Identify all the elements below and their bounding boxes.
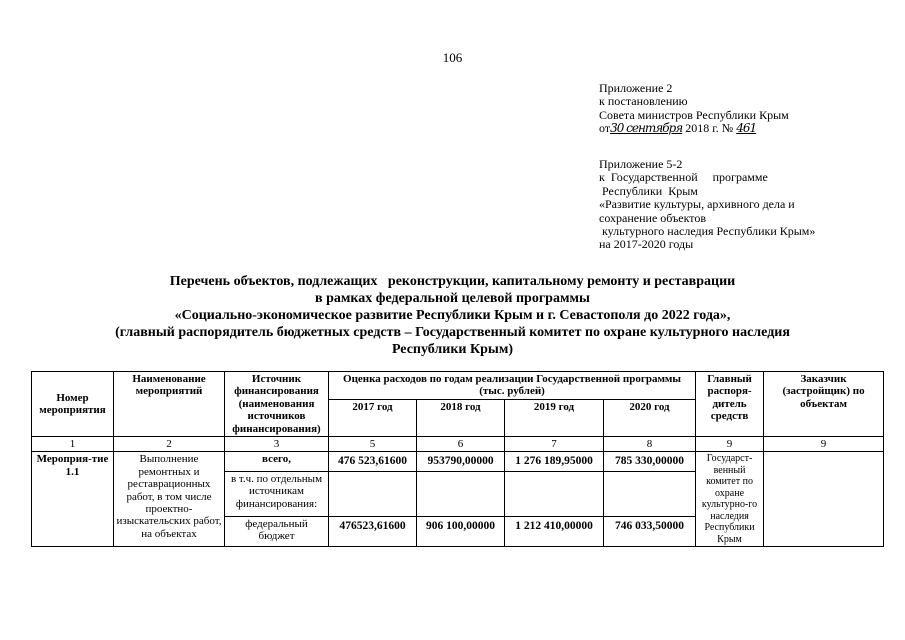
annex-line: сохранение объектов	[599, 210, 707, 225]
title-line: (главный распорядитель бюджетных средств – Государственный комитет по охране культурного наследия	[115, 325, 790, 340]
source-cell: в т.ч. по отдельным источникам финансирования:	[225, 471, 329, 516]
header-2019: 2019 год	[505, 400, 604, 437]
col-number: 9	[696, 437, 764, 452]
value-2020	[604, 471, 696, 516]
value-2018: 953790,00000	[417, 452, 505, 471]
header-name: Наименование мероприятий	[114, 372, 225, 437]
manager-cell: Государст-венный комитет по охране культурно-го наследия Республики Крым	[696, 452, 764, 547]
handwritten-date: 30 сентября	[610, 121, 683, 136]
date-prefix: от	[599, 121, 611, 136]
measure-number: Мероприя-тие 1.1	[32, 452, 114, 547]
header-2017: 2017 год	[329, 400, 417, 437]
title-line: Республики Крым)	[391, 342, 514, 357]
value-2019: 1 212 410,00000	[505, 516, 604, 547]
annex-line: к постановлению	[599, 94, 688, 109]
value-2019: 1 276 189,95000	[505, 452, 604, 471]
value-2017: 476523,61600	[329, 516, 417, 547]
value-2019	[505, 471, 604, 516]
date-suffix: 2018 г. №	[685, 121, 734, 136]
objects-table	[31, 371, 884, 547]
table-row	[32, 452, 884, 471]
header-2020: 2020 год	[604, 400, 696, 437]
annex-line: «Развитие культуры, архивного дела и	[599, 197, 795, 212]
value-2020: 785 330,00000	[604, 452, 696, 471]
annex-line: Совета министров Республики Крым	[599, 107, 789, 122]
title-line: «Социально-экономическое развитие Республики Крым и г. Севастополя до 2022 года»,	[174, 308, 731, 323]
title-line: Перечень объектов, подлежащих реконструкции, капитальному ремонту и реставрации	[169, 274, 736, 289]
handwritten-number: 461	[736, 121, 757, 136]
title-line: в рамках федеральной целевой программы	[315, 291, 590, 306]
header-row	[32, 372, 884, 400]
header-customer: Заказчик (застройщик) по объектам	[764, 372, 884, 437]
value-2018	[417, 471, 505, 516]
source-cell: всего,	[225, 452, 329, 471]
header-estimate: Оценка расходов по годам реализации Государственной программы (тыс. рублей)	[329, 372, 696, 400]
value-2017: 476 523,61600	[329, 452, 417, 471]
customer-cell	[764, 452, 884, 547]
col-number: 5	[329, 437, 417, 452]
col-number: 6	[417, 437, 505, 452]
header-num: Номер мероприятия	[32, 372, 114, 437]
column-numbers-row	[32, 437, 884, 452]
col-number: 1	[32, 437, 114, 452]
col-number: 3	[225, 437, 329, 452]
value-2018: 906 100,00000	[417, 516, 505, 547]
annex-line: Приложение 5-2	[599, 157, 683, 171]
header-source: Источник финансирования (наименования источников финансирования)	[225, 372, 329, 437]
header-manager: Главный распоря-дитель средств	[696, 372, 764, 437]
value-2017	[329, 471, 417, 516]
col-number: 8	[604, 437, 696, 452]
annex-5-2-block	[599, 158, 849, 252]
value-2020: 746 033,50000	[604, 516, 696, 547]
annex-date-line	[599, 122, 789, 135]
annex-line: к Государственной программе	[599, 170, 768, 185]
measure-name: Выполнение ремонтных и реставрационных работ, в том числе проектно-изыскательских работ, на объектах	[114, 452, 225, 547]
annex-line: на 2017-2020 годы	[599, 237, 694, 252]
col-number: 7	[505, 437, 604, 452]
source-cell: федеральный бюджет	[225, 516, 329, 547]
col-number: 9	[764, 437, 884, 452]
document-title	[80, 273, 825, 358]
annex-line: Республики Крым	[599, 183, 698, 198]
annex-line: Приложение 2	[599, 81, 673, 95]
annex-2-block	[599, 82, 789, 136]
col-number: 2	[114, 437, 225, 452]
page-number: 106	[442, 50, 463, 65]
annex-line: культурного наследия Республики Крым»	[599, 224, 816, 239]
header-2018: 2018 год	[417, 400, 505, 437]
